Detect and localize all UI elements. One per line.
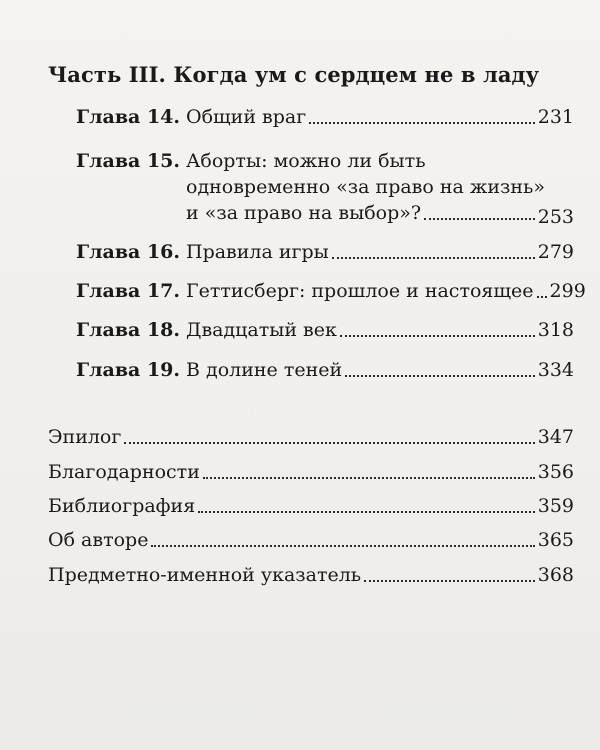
toc-entry-acknowledgements[interactable] <box>48 459 574 485</box>
page-number: 356 <box>537 461 574 483</box>
entry-title: Предметно-именной указатель <box>48 564 362 586</box>
page-number: 347 <box>537 426 574 448</box>
page-number: 231 <box>537 106 574 128</box>
chapter-label: Глава 19. <box>76 359 181 381</box>
toc-entry-chapter-16[interactable] <box>76 239 574 265</box>
toc-entry-chapter-19[interactable] <box>76 357 574 383</box>
toc-entry-about-author[interactable] <box>48 527 574 553</box>
dot-leader <box>424 218 535 220</box>
dot-leader <box>345 375 535 377</box>
page-number: 334 <box>537 359 574 381</box>
chapter-label: Глава 15. <box>76 150 181 172</box>
chapter-title: Правила игры <box>186 241 329 263</box>
page-number: 279 <box>537 241 574 263</box>
entry-title: Библиография <box>48 495 196 517</box>
dot-leader <box>364 580 535 582</box>
page-number: 368 <box>537 564 574 586</box>
chapter-title: Двадцатый век <box>186 319 337 341</box>
toc-entry-chapter-18[interactable] <box>76 317 574 343</box>
entry-title: Об авторе <box>48 529 149 551</box>
dot-leader <box>198 511 535 513</box>
chapter-title: Геттисберг: прошлое и настоящее <box>186 280 534 302</box>
entry-title: Эпилог <box>48 426 122 448</box>
toc-entry-chapter-17[interactable] <box>76 278 586 304</box>
toc-entry-chapter-15[interactable] <box>76 148 574 226</box>
chapter-label: Глава 14. <box>76 106 181 128</box>
chapter-label: Глава 18. <box>76 319 181 341</box>
dot-leader <box>309 122 535 124</box>
chapter-label: Глава 17. <box>76 280 181 302</box>
dot-leader <box>332 257 535 259</box>
toc-entry-chapter-14[interactable] <box>76 104 574 130</box>
page-number: 253 <box>537 206 574 228</box>
dot-leader <box>537 296 547 298</box>
page-number: 299 <box>549 280 586 302</box>
chapter-title-line-2: одновременно «за право на жизнь» <box>186 176 546 198</box>
chapter-label: Глава 16. <box>76 241 181 263</box>
toc-entry-bibliography[interactable] <box>48 493 574 519</box>
chapter-title: В долине теней <box>186 359 343 381</box>
page-number: 359 <box>537 495 574 517</box>
page-number: 318 <box>537 319 574 341</box>
chapter-title: Общий враг <box>186 106 307 128</box>
part-title <box>48 62 539 87</box>
chapter-title-line-3: и «за право на выбор»? <box>186 202 422 224</box>
part-label: Часть III. <box>48 62 166 87</box>
dot-leader <box>151 545 534 547</box>
toc-entry-epilogue[interactable] <box>48 424 574 450</box>
dot-leader <box>124 442 534 444</box>
dot-leader <box>203 477 535 479</box>
toc-entry-index[interactable] <box>48 562 574 588</box>
part-name: Когда ум с сердцем не в ладу <box>173 62 540 87</box>
page-number: 365 <box>537 529 574 551</box>
entry-title: Благодарности <box>48 461 200 483</box>
chapter-title-line-1: Аборты: можно ли быть <box>186 150 426 172</box>
dot-leader <box>340 335 535 337</box>
